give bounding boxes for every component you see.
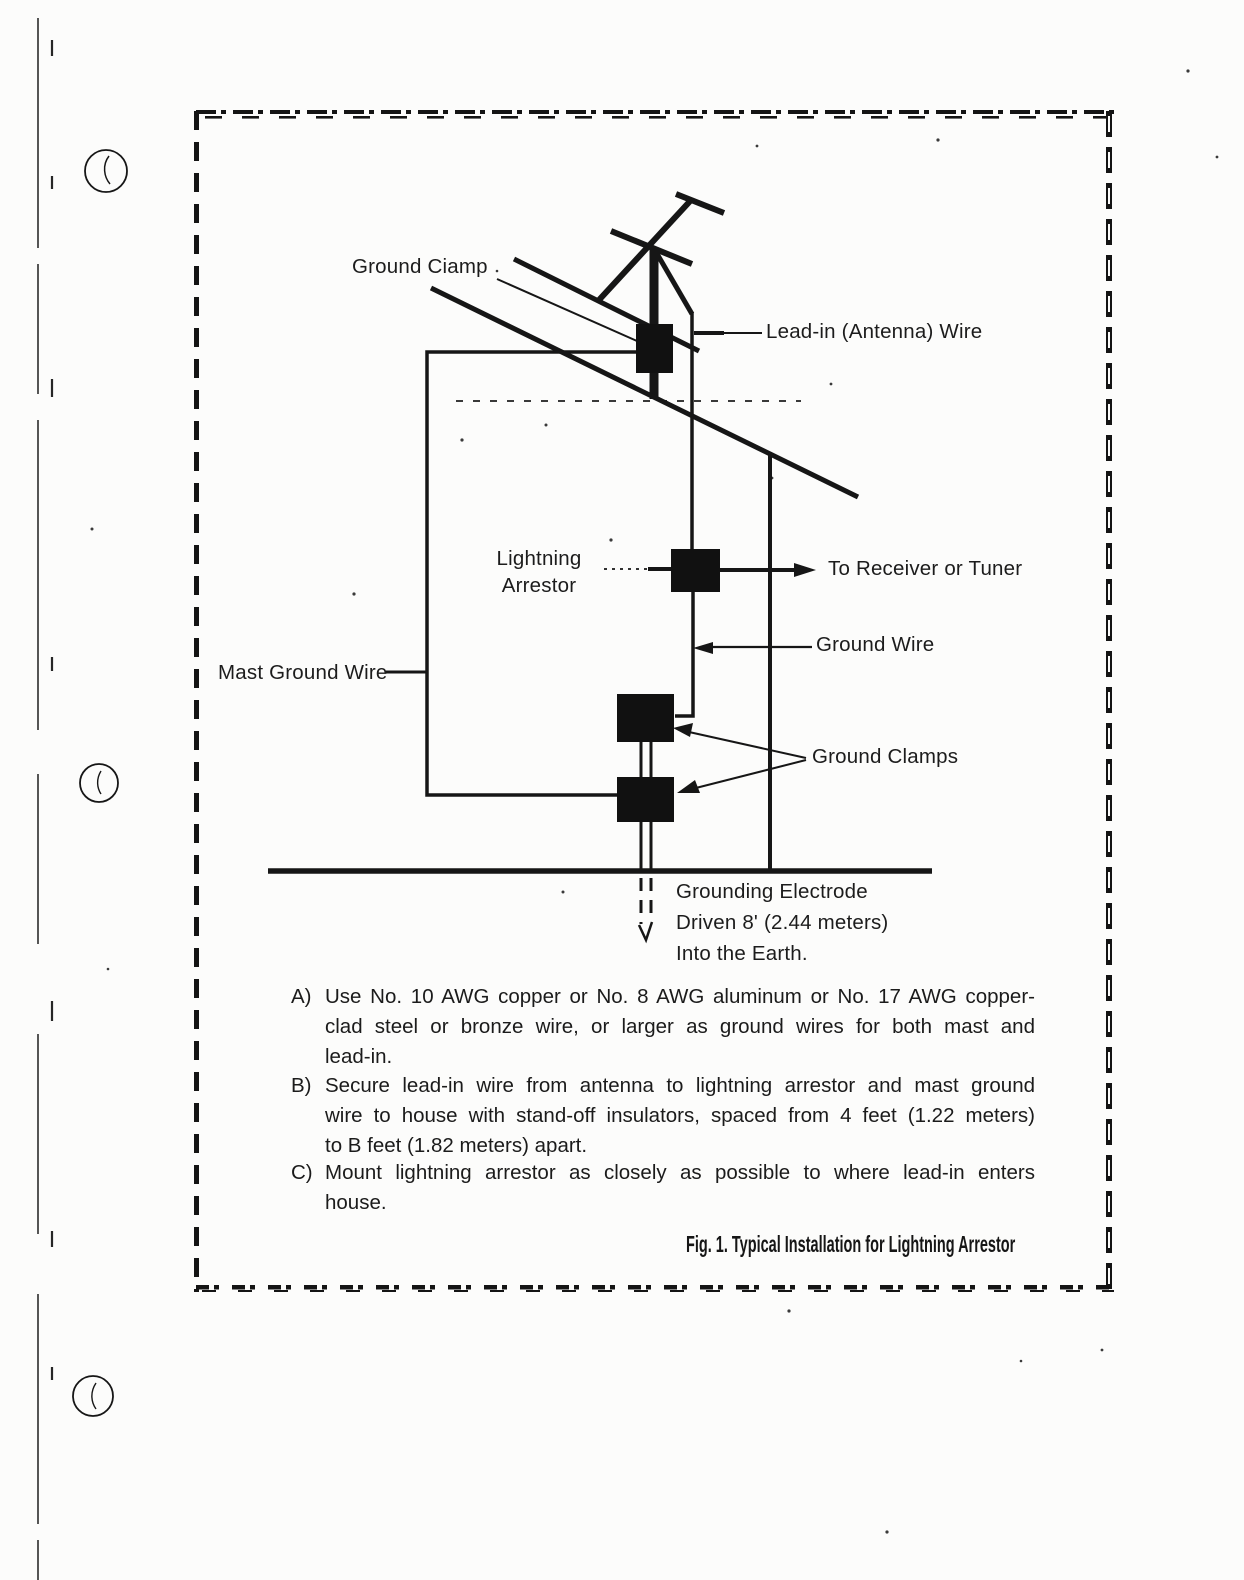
grounding-electrode-label-line3: Into the Earth. xyxy=(676,942,808,965)
antenna-icon xyxy=(599,194,724,300)
lightning-arrestor-box xyxy=(671,549,720,592)
note-line: Secure lead-in wire from antenna to lightning arrestor and mast ground xyxy=(325,1074,1035,1097)
note-id: C) xyxy=(291,1161,313,1184)
note-b xyxy=(291,1071,1035,1161)
note-line: clad steel or bronze wire, or larger as ground wires for both mast and xyxy=(325,1015,1035,1038)
grounding-electrode-label-line1: Grounding Electrode xyxy=(676,880,868,903)
ground-clamps-pointer xyxy=(673,723,806,793)
note-line: Mount lightning arrestor as closely as possible to where lead-in enters xyxy=(325,1161,1035,1184)
note-id: B) xyxy=(291,1074,312,1097)
ground-clamp-box xyxy=(617,694,674,742)
ground-wire-pointer xyxy=(693,642,812,654)
grounding-electrode-label-line2: Driven 8' (2.44 meters) xyxy=(676,911,889,934)
note-line: to B feet (1.82 meters) apart. xyxy=(325,1134,588,1157)
hole-punch-icon xyxy=(73,1376,113,1416)
note-body xyxy=(325,982,1035,1072)
note-body xyxy=(325,1158,1035,1218)
electrode-underground-dashed xyxy=(639,878,652,940)
ground-wire-label: Ground Wire xyxy=(816,633,935,656)
note-body xyxy=(325,1071,1035,1161)
note-id: A) xyxy=(291,985,312,1008)
ground-clamps-label: Ground Clamps xyxy=(812,745,959,768)
note-line: Use No. 10 AWG copper or No. 8 AWG aluminum or No. 17 AWG copper- xyxy=(325,985,1035,1008)
figure-caption: Fig. 1. Typical Installation for Lightning Arrestor xyxy=(686,1231,1016,1257)
note-a xyxy=(291,982,1035,1072)
hole-punch-icon xyxy=(80,764,118,802)
lead-in-wire-label: Lead-in (Antenna) Wire xyxy=(766,320,983,343)
ground-clamp-box xyxy=(617,777,674,822)
ground-clamp-label: Ground Ciamp xyxy=(352,255,488,278)
lightning-arrestor-label-line1: Lightning xyxy=(496,547,582,570)
note-line: house. xyxy=(325,1191,387,1214)
lightning-arrestor-label xyxy=(478,545,600,599)
note-c xyxy=(291,1158,1035,1218)
lightning-arrestor-label-line2: Arrestor xyxy=(501,574,577,597)
grounding-electrode-label xyxy=(676,876,888,969)
lead-in-wire-line xyxy=(656,252,693,716)
ground-clamp-box xyxy=(636,324,673,373)
hole-punch-icon xyxy=(85,150,127,192)
to-receiver-label: To Receiver or Tuner xyxy=(828,557,1023,580)
left-margin-artifacts xyxy=(38,18,52,1580)
mast-ground-wire-label: Mast Ground Wire xyxy=(218,661,388,684)
note-line: lead-in. xyxy=(325,1045,393,1068)
note-line: wire to house with stand-off insulators, spaced from 4 feet (1.22 meters) xyxy=(325,1104,1035,1127)
